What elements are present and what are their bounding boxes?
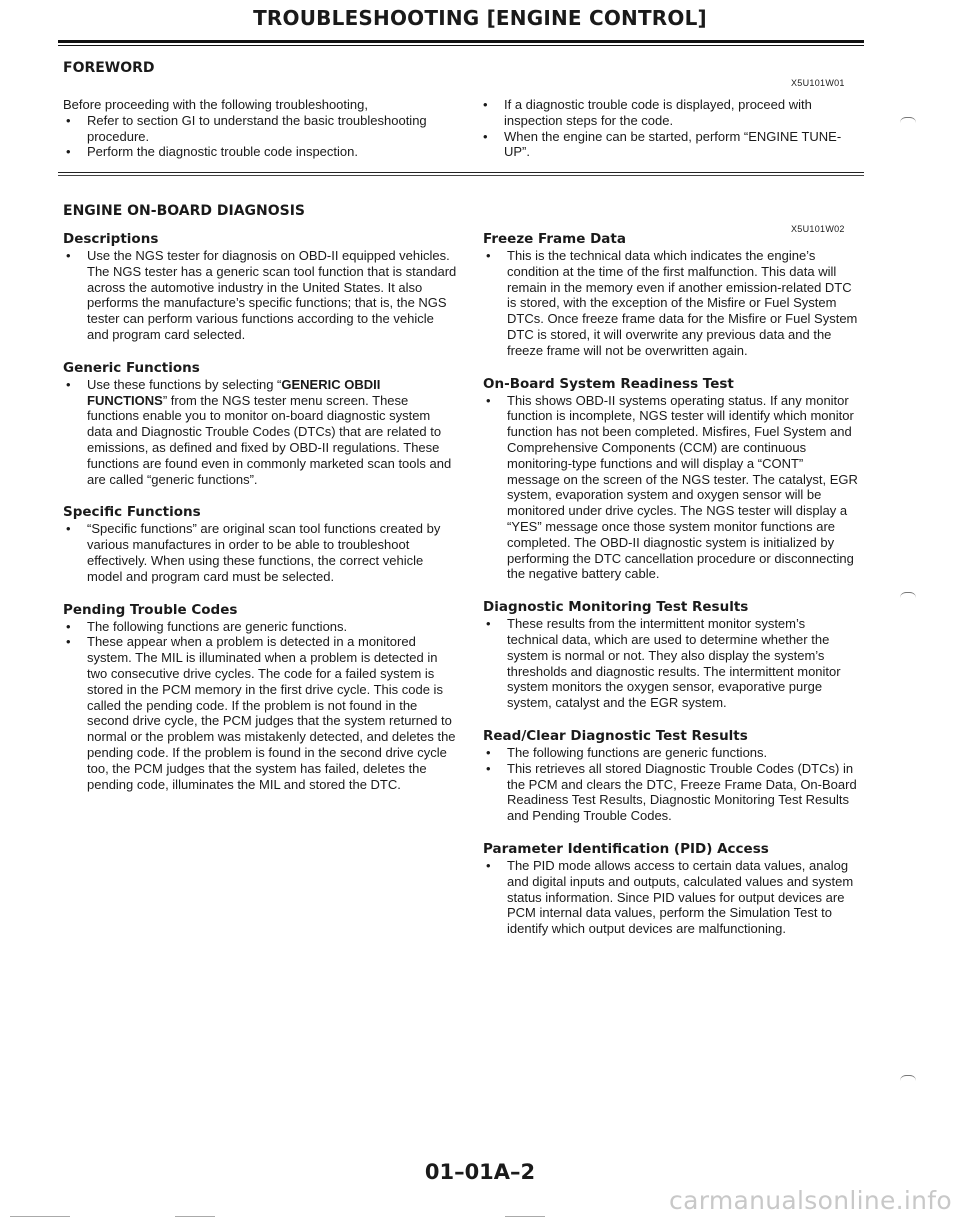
watermark: carmanualsonline.info (669, 1186, 952, 1215)
foreword-left-column (63, 97, 458, 160)
generic-text-pre: Use these functions by selecting “ (87, 376, 282, 392)
list-item: • This retrieves all stored Diagnostic Trouble Codes (DTCs) in the PCM and clears the DTC, Freeze Frame Data, On-Board Readiness Test Results, Diagnostic Monitoring Test Results and Pending Trouble Codes. (483, 761, 858, 824)
page-title: TROUBLESHOOTING [ENGINE CONTROL] (253, 6, 707, 30)
freeze-frame-heading: Freeze Frame Data (483, 231, 626, 247)
specific-functions-heading: Specific Functions (63, 504, 201, 521)
section-divider (58, 172, 864, 173)
list-item: • The following functions are generic functions. (63, 619, 458, 635)
margin-mark (900, 1075, 916, 1084)
pid-access-heading: Parameter Identification (PID) Access (483, 840, 769, 857)
list-item: • The PID mode allows access to certain data values, analog and digital inputs and outputs, calculated values and system status information. Since PID values for output devices are PCM internal data values, perform the Simulation Test to identify which output devices are malfunctioning. (483, 858, 858, 937)
list-item: • This is the technical data which indicates the engine’s condition at the time of the first malfunction. This data will remain in the memory even if another emission-related DTC is stored, with the exception of the Misfire or Fuel System DTCs. Once freeze frame data for the Misfire or Fuel System DTC is stored, it will overwrite any previous data and the freeze frame will not be overwritten again. (483, 248, 858, 359)
generic-functions-block (63, 360, 458, 488)
list-item: • If a diagnostic trouble code is displayed, proceed with inspection steps for the code. (480, 97, 860, 129)
scan-artifact (175, 1216, 215, 1217)
list-item: • These appear when a problem is detected in a monitored system. The MIL is illuminated when a problem is detected in two consecutive drive cycles. The code for a failed system is stored in the PCM memory in the first drive cycle. This code is called the pending code. If the problem is not found in the second drive cycle, the PCM judges that the system returned to normal or the problem was mistakenly detected, and deletes the pending code. If the problem is found in the second drive cycle too, the PCM judges that the system has failed, deletes the pending code, illuminates the MIL and stored the DTC. (63, 634, 458, 792)
pid-access-block (483, 841, 858, 937)
foreword-right-column (480, 97, 860, 160)
list-item: • This shows OBD-II systems operating status. If any monitor function is incomplete, NGS tester will identify which monitor function has not been completed. Misfires, Fuel System and Comprehensive Components (CCM) are continuous monitoring-type functions and will display a “CONT” message on the screen of the NGS tester. The catalyst, EGR system, evaporation system and oxygen sensor will be monitored under drive cycles. The NGS tester will display a “YES” message once those system monitor functions are completed. The OBD-II diagnostic system is initialized by performing the DTC cancellation procedure or disconnecting the negative battery cable. (483, 393, 858, 583)
list-item: • Refer to section GI to understand the basic troubleshooting procedure. (63, 113, 458, 145)
pending-codes-heading: Pending Trouble Codes (63, 601, 238, 618)
generic-functions-heading: Generic Functions (63, 359, 200, 376)
list-item: • Use the NGS tester for diagnosis on OBD-II equipped vehicles. The NGS tester has a generic scan tool function that is standard across the automotive industry in the United States. It also performs the manufacture’s specific functions; that is, the NGS tester can perform various functions according to the vehicle and program card selected. (63, 248, 458, 343)
list-item: • The following functions are generic functions. (483, 745, 858, 761)
section-divider-thin (58, 175, 864, 176)
read-clear-block (483, 728, 858, 824)
generic-text-bold: GENERIC OBDII FUNCTIONS (87, 376, 381, 408)
page-number: 01–01A–2 (424, 1160, 536, 1184)
list-item: • “Specific functions” are original scan tool functions created by various manufactures in order to be able to troubleshoot effectively. When using these functions, the correct vehicle model and program card must be selected. (63, 521, 458, 584)
margin-mark (900, 117, 916, 126)
readiness-test-block (483, 376, 858, 583)
read-clear-heading: Read/Clear Diagnostic Test Results (483, 727, 748, 744)
descriptions-block (63, 231, 458, 343)
freeze-frame-block (483, 231, 858, 359)
foreword-left-list (63, 113, 458, 160)
scan-artifact (10, 1216, 70, 1217)
foreword-right-list (480, 97, 860, 160)
list-item: • Perform the diagnostic trouble code inspection. (63, 144, 458, 160)
descriptions-heading: Descriptions (63, 231, 159, 247)
monitoring-results-heading: Diagnostic Monitoring Test Results (483, 599, 749, 616)
readiness-test-heading: On-Board System Readiness Test (483, 375, 734, 392)
obd-heading: ENGINE ON-BOARD DIAGNOSIS (63, 203, 306, 219)
obd-code: X5U101W02 (791, 224, 845, 234)
specific-functions-block (63, 504, 458, 584)
generic-text-post: ” from the NGS tester menu screen. These functions enable you to monitor on-board diagnostic system data and Diagnostic Trouble Codes (DTCs) that are related to emissions, as defined and fixed by OBD-II regulations. These functions are found even in commonly marketed scan tools and are called “generic functions”. (87, 392, 452, 487)
obd-left-column (63, 231, 458, 809)
margin-mark (900, 592, 916, 601)
obd-right-column (483, 231, 858, 954)
foreword-heading: FOREWORD (63, 60, 155, 76)
list-item: • When the engine can be started, perform “ENGINE TUNE-UP”. (480, 129, 860, 161)
foreword-intro: Before proceeding with the following troubleshooting, (63, 97, 368, 112)
list-item: • These results from the intermittent monitor system’s technical data, which are used to determine whether the system is normal or not. They also display the system’s thresholds and diagnostic results. The intermittent monitor system monitors the oxygen sensor, evaporative purge system, catalyst and the EGR system. (483, 616, 858, 711)
pending-codes-block (63, 602, 458, 793)
title-rule (58, 40, 864, 43)
scan-artifact (505, 1216, 545, 1217)
monitoring-results-block (483, 599, 858, 711)
foreword-code: X5U101W01 (791, 78, 845, 88)
title-rule-thin (58, 45, 864, 46)
list-item (63, 377, 458, 488)
